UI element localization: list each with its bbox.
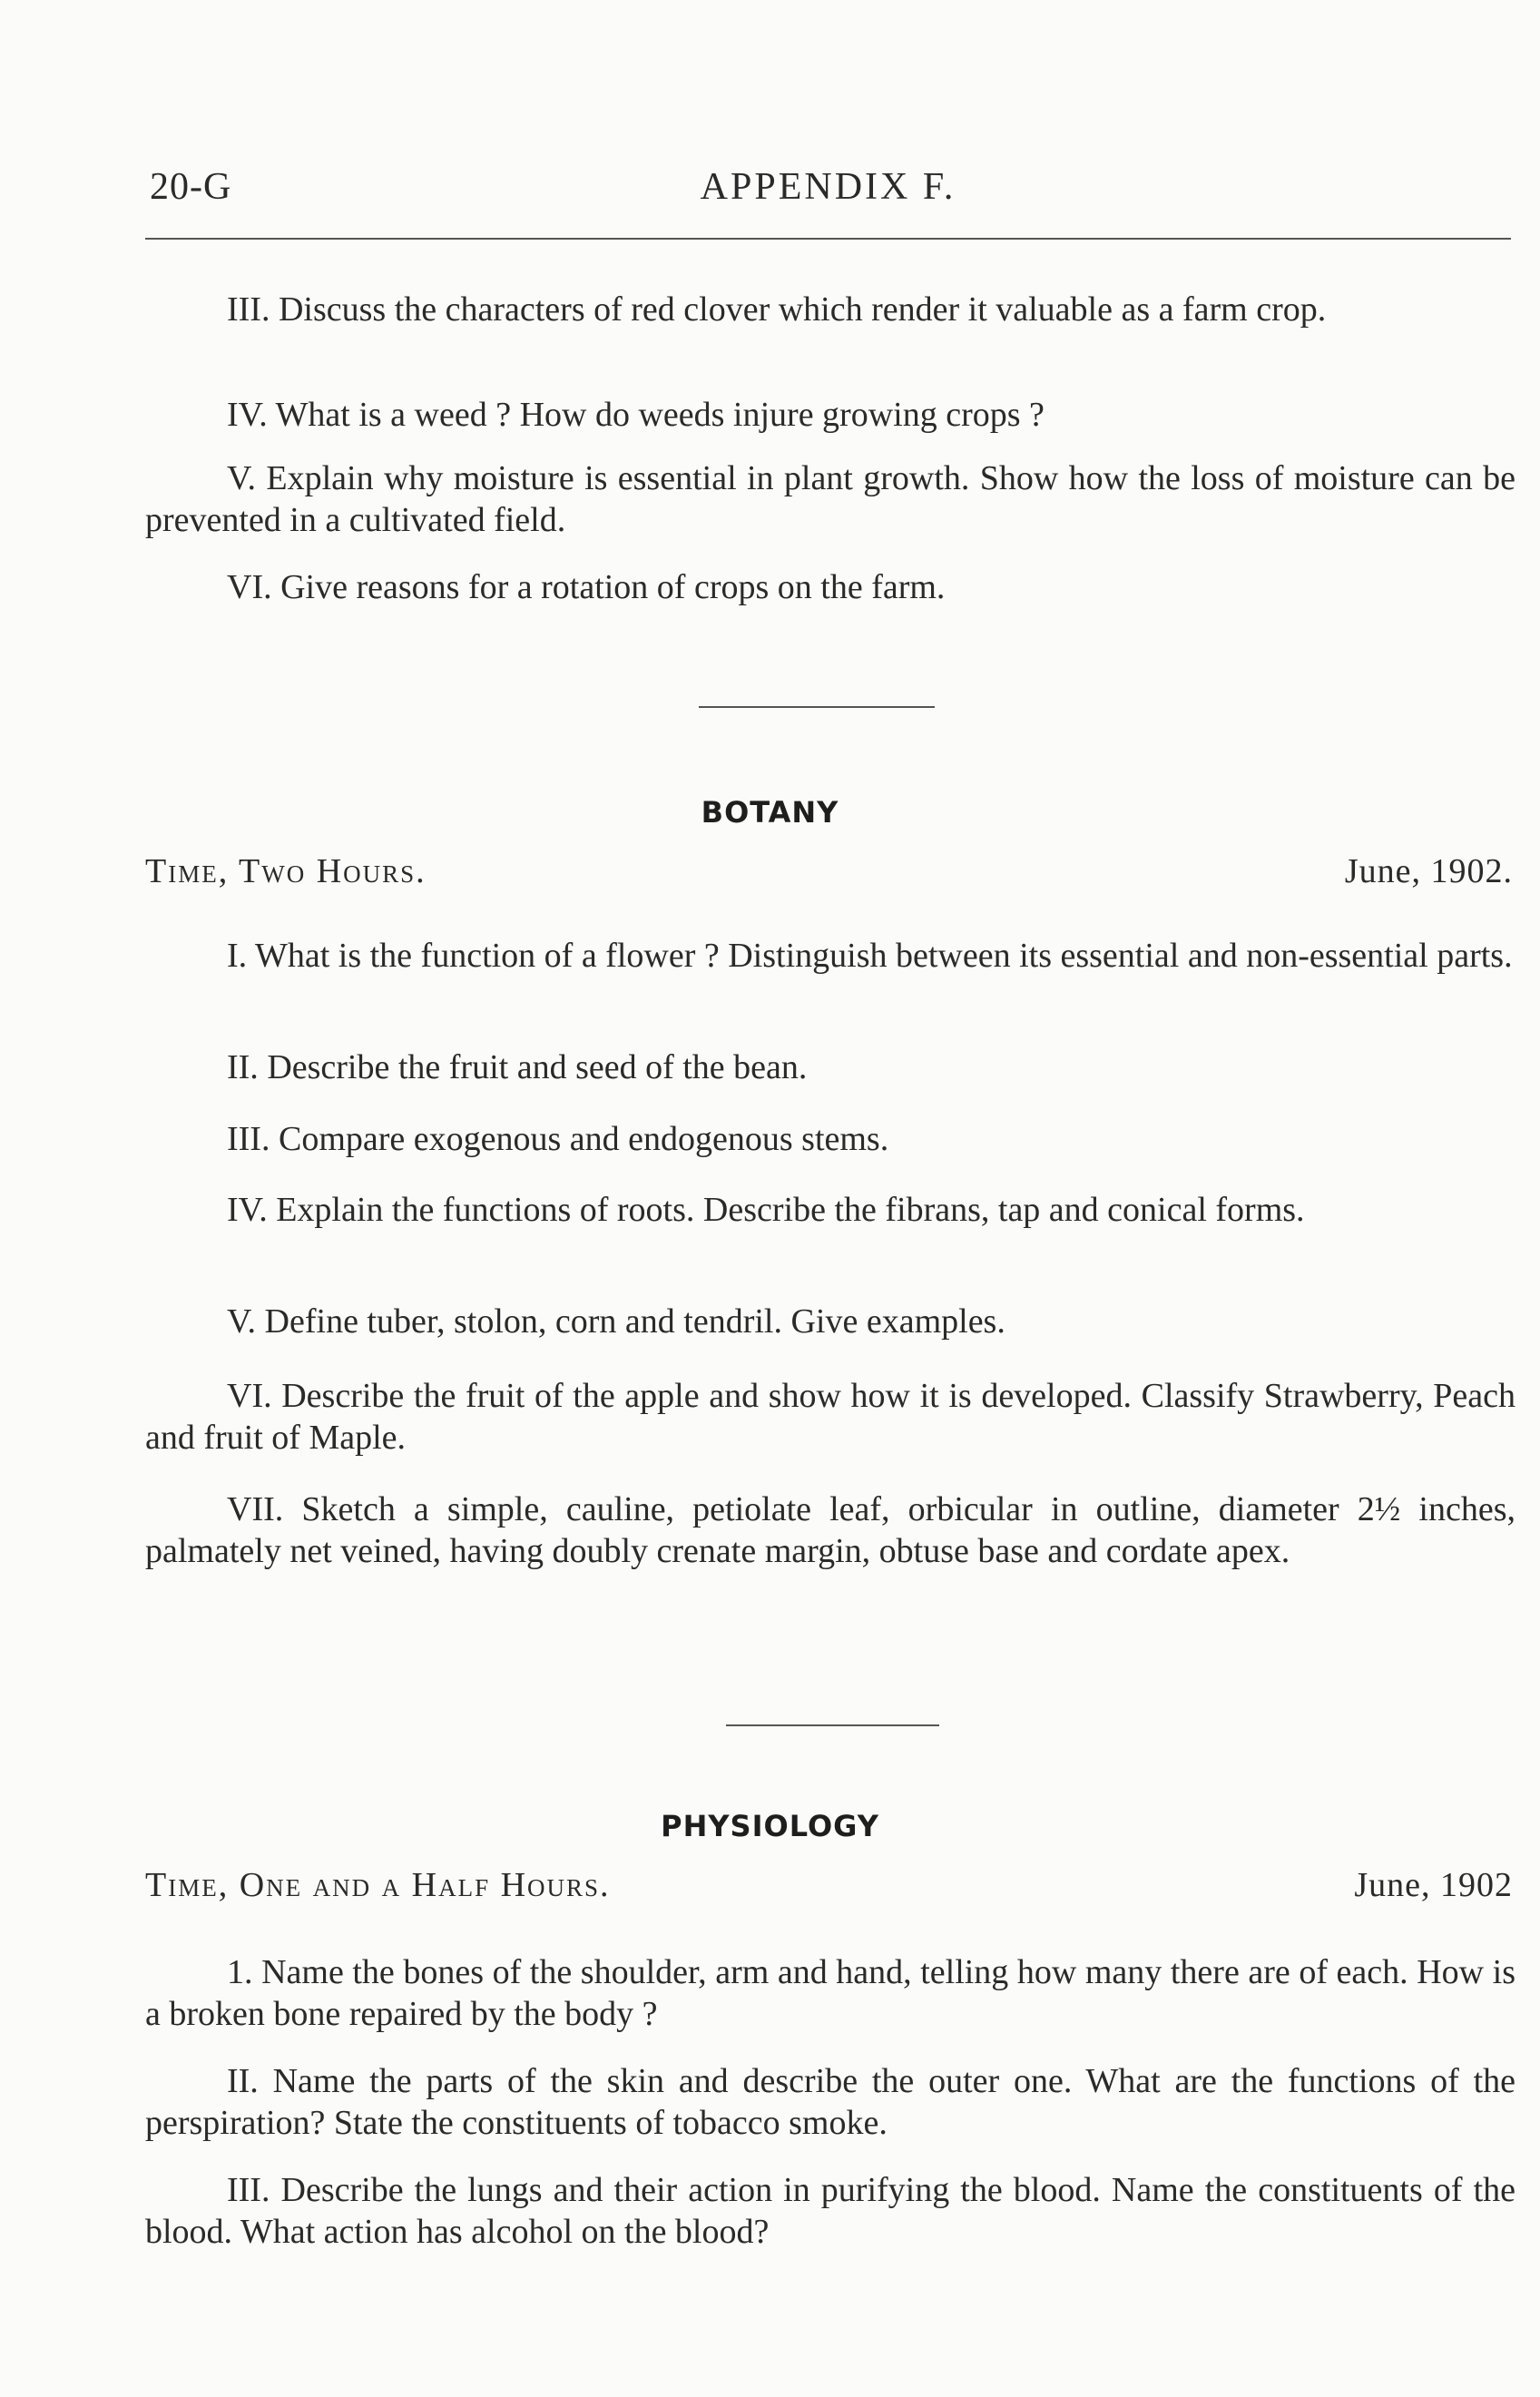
question-number: VI. — [227, 1377, 272, 1415]
question-number: I. — [227, 937, 248, 975]
question-physiology-1 — [145, 1951, 1515, 2035]
question-agriculture-3 — [145, 289, 1515, 330]
section-divider — [726, 1724, 939, 1726]
time-allowed-physiology: Time, One and a Half Hours. — [145, 1866, 611, 1904]
question-number: III. — [227, 2171, 270, 2209]
question-number: IV. — [227, 396, 268, 434]
exam-date-physiology: June, 1902 — [1354, 1866, 1513, 1904]
appendix-title: APPENDIX F. — [700, 166, 956, 208]
question-physiology-3 — [145, 2169, 1515, 2253]
question-botany-6 — [145, 1375, 1515, 1459]
section-title-botany: BOTANY — [701, 795, 839, 830]
exam-date-botany: June, 1902. — [1344, 852, 1513, 890]
question-number: V. — [227, 1302, 257, 1341]
question-text: Name the parts of the skin and describe the outer one. What are the functions of the perspiration? State the constituents of tobacco smoke. — [145, 2062, 1515, 2142]
question-text: Name the bones of the shoulder, arm and hand, telling how many there are of each. How is a broken bone repaired by the body ? — [145, 1953, 1516, 2033]
header-rule — [145, 238, 1511, 240]
question-physiology-2 — [145, 2060, 1515, 2144]
question-botany-2 — [145, 1046, 1515, 1088]
question-text: Compare exogenous and endogenous stems. — [278, 1120, 889, 1158]
question-agriculture-6 — [145, 566, 1515, 608]
question-number: VI. — [227, 568, 272, 606]
section-divider — [699, 706, 935, 708]
question-text: Describe the lungs and their action in purifying the blood. Name the constituents of the blood. What action has alcohol on the blood? — [145, 2171, 1515, 2251]
question-text: Give reasons for a rotation of crops on the farm. — [280, 568, 946, 606]
question-number: II. — [227, 2062, 259, 2100]
question-number: III. — [227, 1120, 270, 1158]
question-botany-1 — [145, 935, 1515, 977]
question-number: IV. — [227, 1191, 268, 1229]
question-text: Explain why moisture is essential in plant growth. Show how the loss of moisture can be prevented in a cultivated field. — [145, 459, 1515, 539]
running-head — [150, 165, 1506, 220]
question-text: Explain the functions of roots. Describe the fibrans, tap and conical forms. — [276, 1191, 1305, 1229]
question-text: Sketch a simple, cauline, petiolate leaf, orbicular in outline, diameter 2½ inches, palmately net veined, having doubly crenate margin, obtuse base and cordate apex. — [145, 1490, 1515, 1570]
question-number: 1. — [227, 1953, 253, 1991]
question-number: VII. — [227, 1490, 284, 1528]
question-text: Describe the fruit of the apple and show how it is developed. Classify Strawberry, Peach and fruit of Maple. — [145, 1377, 1515, 1457]
question-number: II. — [227, 1048, 259, 1086]
time-allowed-botany: Time, Two Hours. — [145, 852, 427, 890]
question-botany-3 — [145, 1118, 1515, 1160]
section-title-physiology: PHYSIOLOGY — [661, 1809, 879, 1843]
page-number: 20-G — [150, 166, 232, 208]
question-botany-4 — [145, 1189, 1515, 1231]
question-number: V. — [227, 459, 257, 497]
question-text: What is a weed ? How do weeds injure growing crops ? — [275, 396, 1045, 434]
question-botany-7 — [145, 1488, 1515, 1572]
question-botany-5 — [145, 1301, 1515, 1342]
question-text: Define tuber, stolon, corn and tendril. Give examples. — [264, 1302, 1005, 1341]
question-text: Discuss the characters of red clover which render it valuable as a farm crop. — [278, 290, 1327, 329]
question-number: III. — [227, 290, 270, 329]
question-agriculture-4 — [145, 394, 1515, 436]
question-text: What is the function of a flower ? Distinguish between its essential and non-essential parts. — [254, 937, 1513, 975]
question-text: Describe the fruit and seed of the bean. — [267, 1048, 808, 1086]
question-agriculture-5 — [145, 457, 1515, 541]
